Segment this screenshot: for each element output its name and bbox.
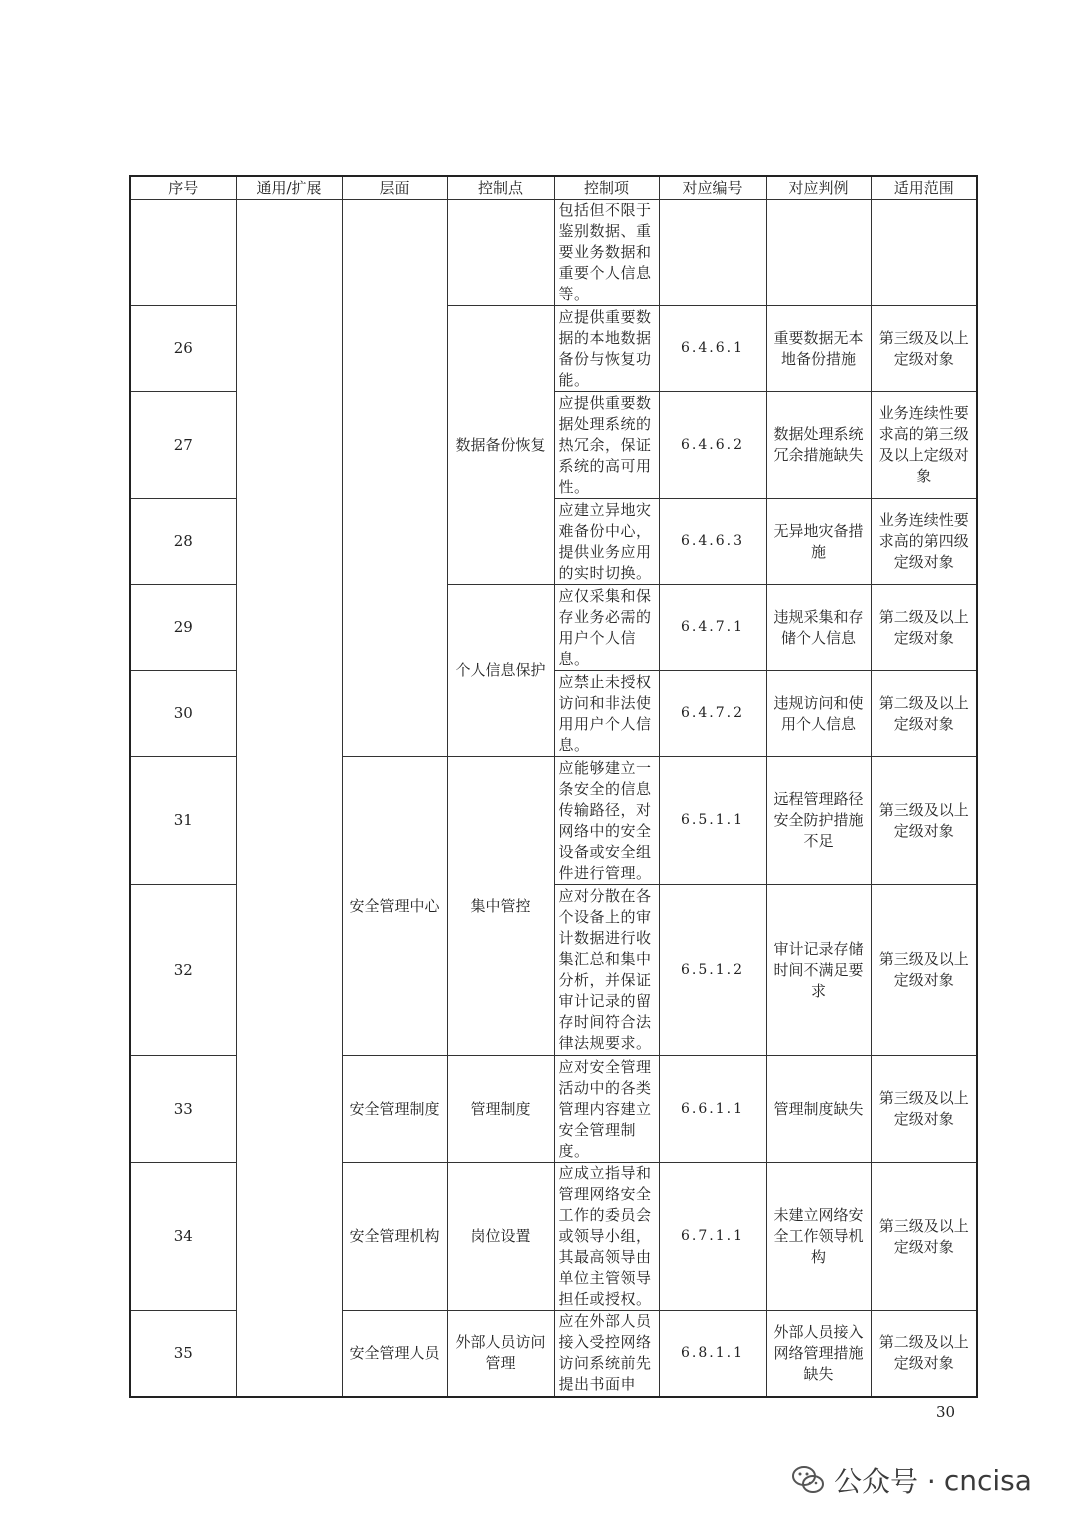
- case-cell: 远程管理路径安全防护措施不足: [766, 757, 871, 885]
- row-no: 28: [130, 499, 236, 585]
- page-number: 30: [936, 1403, 956, 1421]
- case-cell: 未建立网络安全工作领导机构: [766, 1163, 871, 1311]
- scope-cell: 第三级及以上定级对象: [871, 1056, 977, 1163]
- layer-cell-empty: [342, 200, 447, 757]
- code-cell: 6.4.7.2: [659, 671, 766, 757]
- control-item: 应仅采集和保存业务必需的用户个人信息。: [554, 585, 659, 671]
- control-point-cell: 外部人员访问管理: [447, 1311, 554, 1397]
- case-cell: 审计记录存储时间不满足要求: [766, 885, 871, 1056]
- control-item: 应提供重要数据处理系统的热冗余，保证系统的高可用性。: [554, 392, 659, 499]
- case-cell: 无异地灾备措施: [766, 499, 871, 585]
- code-cell: 6.4.6.2: [659, 392, 766, 499]
- header-case: 对应判例: [766, 176, 871, 200]
- header-scope: 适用范围: [871, 176, 977, 200]
- control-item: 应对分散在各个设备上的审计数据进行收集汇总和集中分析，并保证审计记录的留存时间符合法律法规要求。: [554, 885, 659, 1056]
- scope-cell: 业务连续性要求高的第四级定级对象: [871, 499, 977, 585]
- watermark-prefix: 公众号 ·: [834, 1465, 936, 1498]
- table-header-row: [130, 176, 977, 200]
- control-item: 应禁止未授权访问和非法使用用户个人信息。: [554, 671, 659, 757]
- code-cell: 6.4.6.3: [659, 499, 766, 585]
- row-no: 32: [130, 885, 236, 1056]
- control-item: 应建立异地灾难备份中心，提供业务应用的实时切换。: [554, 499, 659, 585]
- standards-table: [129, 175, 978, 1398]
- layer-cell: 安全管理人员: [342, 1311, 447, 1397]
- row-no: 33: [130, 1056, 236, 1163]
- case-cell: 违规采集和存储个人信息: [766, 585, 871, 671]
- case-cell: 重要数据无本地备份措施: [766, 306, 871, 392]
- header-no: 序号: [130, 176, 236, 200]
- code-cell: 6.7.1.1: [659, 1163, 766, 1311]
- control-item: 应在外部人员接入受控网络访问系统前先提出书面申: [554, 1311, 659, 1397]
- header-layer: 层面: [342, 176, 447, 200]
- table-row: [130, 200, 977, 306]
- header-control-item: 控制项: [554, 176, 659, 200]
- code-cell: 6.4.6.1: [659, 306, 766, 392]
- scope-cell: 第三级及以上定级对象: [871, 757, 977, 885]
- control-point-cell: 集中管控: [447, 757, 554, 1056]
- layer-cell: 安全管理制度: [342, 1056, 447, 1163]
- layer-cell: 安全管理中心: [342, 757, 447, 1056]
- scope-cell: 第二级及以上定级对象: [871, 585, 977, 671]
- control-point-cell: 管理制度: [447, 1056, 554, 1163]
- control-item: 应提供重要数据的本地数据备份与恢复功能。: [554, 306, 659, 392]
- watermark: [790, 1460, 1032, 1500]
- control-point-cell-empty: [447, 200, 554, 306]
- case-cell: 违规访问和使用个人信息: [766, 671, 871, 757]
- code-cell: 6.4.7.1: [659, 585, 766, 671]
- row-no: 35: [130, 1311, 236, 1397]
- control-item: 应对安全管理活动中的各类管理内容建立安全管理制度。: [554, 1056, 659, 1163]
- header-general-extension: 通用/扩展: [236, 176, 342, 200]
- row-no: 27: [130, 392, 236, 499]
- code-cell: 6.5.1.1: [659, 757, 766, 885]
- layer-cell: 安全管理机构: [342, 1163, 447, 1311]
- code-cell: 6.8.1.1: [659, 1311, 766, 1397]
- control-item: 应成立指导和管理网络安全工作的委员会或领导小组，其最高领导由单位主管领导担任或授权。: [554, 1163, 659, 1311]
- case-cell: [766, 200, 871, 306]
- scope-cell: 第三级及以上定级对象: [871, 306, 977, 392]
- header-control-point: 控制点: [447, 176, 554, 200]
- row-no: 26: [130, 306, 236, 392]
- scope-cell: 第二级及以上定级对象: [871, 671, 977, 757]
- row-no: 30: [130, 671, 236, 757]
- control-item: 应能够建立一条安全的信息传输路径，对网络中的安全设备或安全组件进行管理。: [554, 757, 659, 885]
- scope-cell: [871, 200, 977, 306]
- row-no: 29: [130, 585, 236, 671]
- row-no: [130, 200, 236, 306]
- watermark-account: cncisa: [943, 1463, 1032, 1497]
- control-point-cell: 个人信息保护: [447, 585, 554, 757]
- wechat-icon: [790, 1462, 826, 1498]
- code-cell: [659, 200, 766, 306]
- case-cell: 管理制度缺失: [766, 1056, 871, 1163]
- code-cell: 6.6.1.1: [659, 1056, 766, 1163]
- scope-cell: 业务连续性要求高的第三级及以上定级对象: [871, 392, 977, 499]
- row-no: 31: [130, 757, 236, 885]
- case-cell: 数据处理系统冗余措施缺失: [766, 392, 871, 499]
- case-cell: 外部人员接入网络管理措施缺失: [766, 1311, 871, 1397]
- scope-cell: 第三级及以上定级对象: [871, 1163, 977, 1311]
- control-point-cell: 岗位设置: [447, 1163, 554, 1311]
- control-point-cell: 数据备份恢复: [447, 306, 554, 585]
- control-item: 包括但不限于鉴别数据、重要业务数据和重要个人信息等。: [554, 200, 659, 306]
- general-extension-cell: [236, 200, 342, 1397]
- scope-cell: 第二级及以上定级对象: [871, 1311, 977, 1397]
- row-no: 34: [130, 1163, 236, 1311]
- code-cell: 6.5.1.2: [659, 885, 766, 1056]
- header-code: 对应编号: [659, 176, 766, 200]
- scope-cell: 第三级及以上定级对象: [871, 885, 977, 1056]
